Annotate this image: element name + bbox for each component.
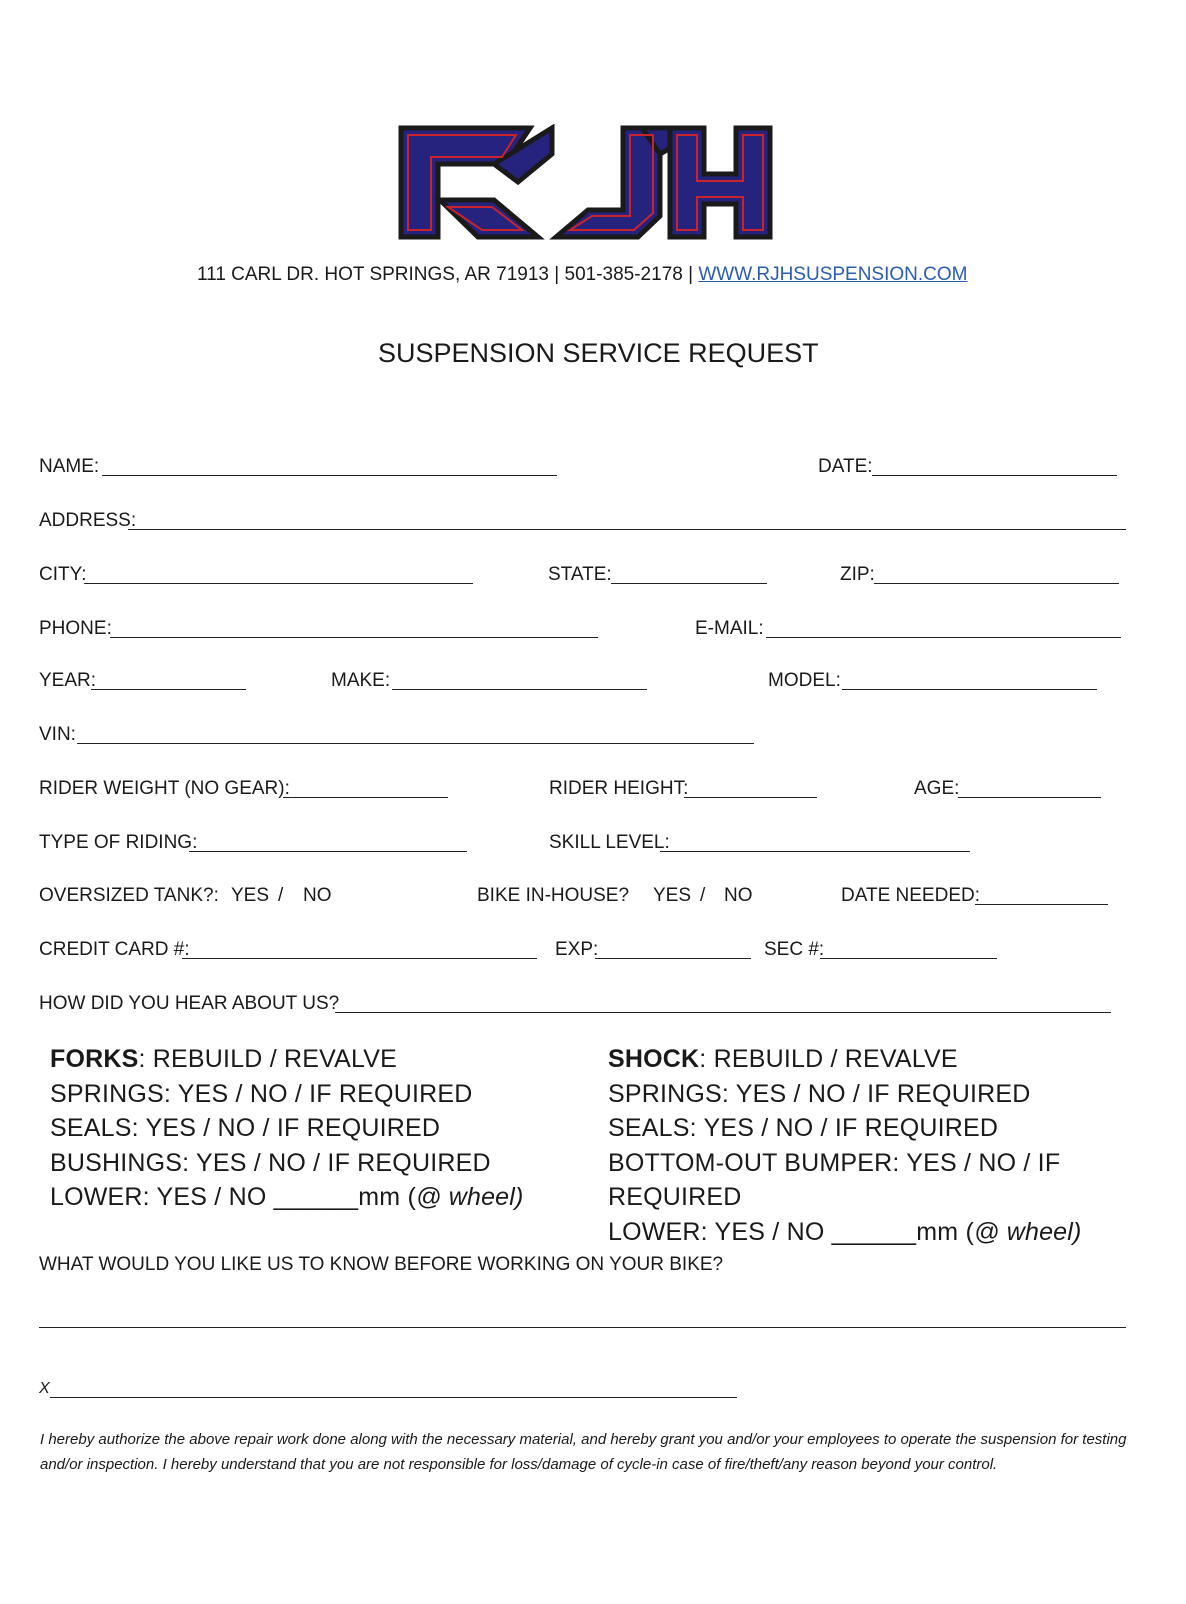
city-label: CITY: [39, 564, 87, 585]
exp-label: EXP: [555, 939, 599, 960]
bike-in-house-slash: / [700, 885, 706, 906]
company-address: 111 CARL DR. HOT SPRINGS, AR 71913 [197, 264, 549, 285]
bike-in-house-no[interactable]: NO [724, 885, 753, 906]
shock-springs[interactable]: SPRINGS: YES / NO / IF REQUIRED [608, 1080, 1031, 1108]
oversized-tank-label: OVERSIZED TANK?: [39, 885, 219, 906]
model-label: MODEL: [768, 670, 841, 691]
signature-field[interactable] [50, 1397, 737, 1398]
oversized-tank-slash: / [278, 885, 284, 906]
credit-card-label: CREDIT CARD #: [39, 939, 190, 960]
oversized-tank-no[interactable]: NO [303, 885, 332, 906]
age-field[interactable] [958, 797, 1101, 798]
name-field[interactable] [102, 475, 557, 476]
zip-label: ZIP: [840, 564, 875, 585]
year-field[interactable] [91, 689, 246, 690]
email-field[interactable] [766, 637, 1121, 638]
phone-label: PHONE: [39, 618, 112, 639]
separator: | [554, 264, 560, 285]
forks-lower[interactable]: LOWER: YES / NO ______mm (@ wheel) [50, 1183, 524, 1211]
model-field[interactable] [842, 689, 1097, 690]
rider-weight-label: RIDER WEIGHT (NO GEAR): [39, 778, 290, 799]
company-phone: 501-385-2178 [564, 264, 683, 285]
authorization-text: I hereby authorize the above repair work done along with the necessary material, and hereby grant you and/or your employees to operate the suspension for testing and/or inspection. I hereby understand that you are not responsible for loss/damage of cycle-in case of fire/theft/any reason beyond your control. [40, 1431, 1127, 1473]
date-label: DATE: [818, 456, 873, 477]
make-field[interactable] [392, 689, 647, 690]
website-link[interactable]: WWW.RJHSUSPENSION.COM [698, 264, 968, 285]
address-field[interactable] [128, 529, 1126, 530]
zip-field[interactable] [874, 583, 1119, 584]
skill-level-label: SKILL LEVEL: [549, 832, 670, 853]
signature-mark: X [39, 1380, 50, 1397]
sec-label: SEC #: [764, 939, 825, 960]
skill-level-field[interactable] [660, 851, 970, 852]
rjh-logo [398, 124, 774, 242]
hear-about-label: HOW DID YOU HEAR ABOUT US? [39, 993, 340, 1014]
forks-lower-blank: ______ [273, 1183, 359, 1211]
year-label: YEAR: [39, 670, 97, 691]
date-field[interactable] [872, 475, 1117, 476]
age-label: AGE: [914, 778, 960, 799]
vin-label: VIN: [39, 724, 76, 745]
sec-field[interactable] [820, 958, 997, 959]
bike-in-house-yes[interactable]: YES [653, 885, 692, 906]
company-contact-line [197, 264, 968, 286]
shock-seals[interactable]: SEALS: YES / NO / IF REQUIRED [608, 1114, 999, 1142]
rider-weight-field[interactable] [283, 797, 448, 798]
address-label: ADDRESS: [39, 510, 137, 531]
rider-height-field[interactable] [684, 797, 817, 798]
exp-field[interactable] [595, 958, 751, 959]
date-needed-label: DATE NEEDED: [841, 885, 981, 906]
city-field[interactable] [84, 583, 473, 584]
bike-in-house-label: BIKE IN-HOUSE? [477, 885, 630, 906]
notes-question: WHAT WOULD YOU LIKE US TO KNOW BEFORE WORKING ON YOUR BIKE? [39, 1254, 724, 1275]
shock-bumper-line2[interactable]: REQUIRED [608, 1183, 742, 1211]
forks-heading: FORKS: REBUILD / REVALVE [50, 1045, 398, 1073]
state-label: STATE: [548, 564, 612, 585]
make-label: MAKE: [331, 670, 391, 691]
email-label: E-MAIL: [695, 618, 764, 639]
forks-seals[interactable]: SEALS: YES / NO / IF REQUIRED [50, 1114, 441, 1142]
forks-springs[interactable]: SPRINGS: YES / NO / IF REQUIRED [50, 1080, 473, 1108]
type-of-riding-label: TYPE OF RIDING: [39, 832, 198, 853]
oversized-tank-yes[interactable]: YES [231, 885, 270, 906]
type-of-riding-field[interactable] [189, 851, 467, 852]
date-needed-field[interactable] [975, 904, 1108, 905]
shock-heading: SHOCK: REBUILD / REVALVE [608, 1045, 958, 1073]
form-title: SUSPENSION SERVICE REQUEST [378, 338, 819, 368]
hear-about-field[interactable] [335, 1012, 1111, 1013]
shock-bumper-line1[interactable]: BOTTOM-OUT BUMPER: YES / NO / IF [608, 1149, 1061, 1177]
rider-height-label: RIDER HEIGHT: [549, 778, 689, 799]
phone-field[interactable] [110, 637, 598, 638]
notes-field[interactable] [39, 1327, 1126, 1328]
shock-lower[interactable]: LOWER: YES / NO ______mm (@ wheel) [608, 1218, 1082, 1246]
separator: | [688, 264, 694, 285]
name-label: NAME: [39, 456, 100, 477]
state-field[interactable] [611, 583, 767, 584]
shock-lower-blank: ______ [831, 1218, 917, 1246]
credit-card-field[interactable] [182, 958, 537, 959]
forks-bushings[interactable]: BUSHINGS: YES / NO / IF REQUIRED [50, 1149, 491, 1177]
vin-field[interactable] [77, 743, 754, 744]
